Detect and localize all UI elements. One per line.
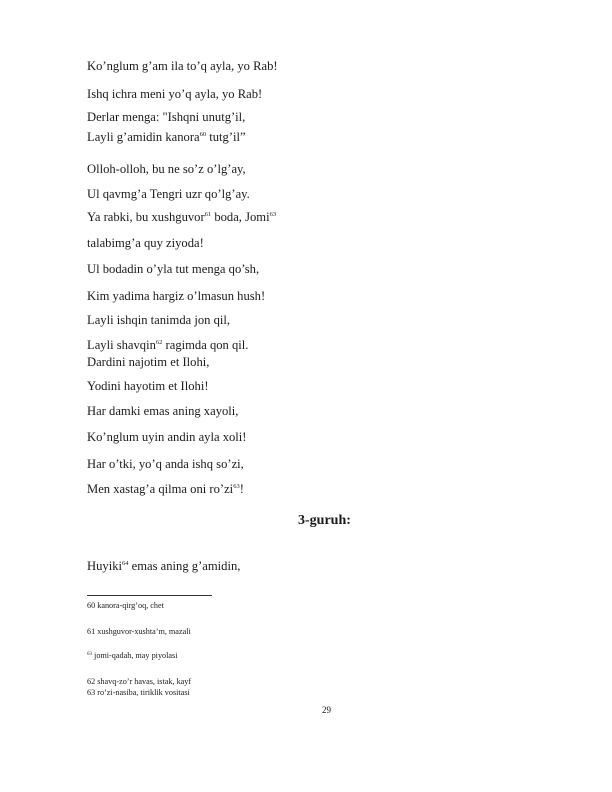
poem-line: Ko’nglum uyin andin ayla xoli! — [87, 430, 247, 444]
poem-line: Yodini hayotim et Ilohi! — [87, 379, 209, 393]
footnote-ref: 63 — [269, 211, 277, 218]
footnote: 61 xushguvor-xushta’m, mazali — [87, 627, 191, 636]
footnote: 62 shavq-zo’r havas, istak, kayf — [87, 677, 192, 686]
poem-line: Huyiki$^{64}$ emas aning g’amidin, — [87, 559, 241, 573]
footnote-ref: 62 — [155, 339, 163, 346]
poem-line: Ul qavmg’a Tengri uzr qo’lg’ay. — [87, 187, 250, 201]
poem-line: Layli ishqin tanimda jon qil, — [87, 313, 231, 327]
footnote-ref: 63 — [233, 483, 240, 490]
poem-line: Har damki emas aning xayoli, — [87, 404, 239, 418]
footnote: 63 ro’zi-nasiba, tiriklik vositasi — [87, 688, 190, 697]
poem-line: Men xastag’a qilma oni $ro’zi^{63}$! — [87, 482, 244, 496]
poem-line: Har o’tki, yo’q anda ishq so’zi, — [87, 457, 244, 471]
page-number: 29 — [322, 705, 331, 715]
section-heading: 3-guruh: — [298, 513, 351, 528]
poem-line: Ishq ichra meni yo’q ayla, yo Rab! — [87, 87, 263, 101]
poem-line: Ul bodadin o’yla tut menga qo’sh, — [87, 262, 260, 276]
poem-line: Ya rabki, bu xushguvor$^{61}$ boda, Jomi$^{63}$ — [87, 210, 277, 224]
poem-line: Derlar menga: "Ishqni unutg’il, — [87, 110, 246, 124]
poem-line: talabimg’a quy ziyoda! — [87, 236, 204, 250]
poem-line: Layli g’amidin kanora$^{60}$ tutg’il” — [87, 130, 246, 144]
footnote-ref: 60 — [199, 131, 207, 138]
footnote-ref: 61 — [204, 211, 212, 218]
poem-line: Olloh-olloh, bu ne so’z o’lg’ay, — [87, 162, 246, 176]
poem-line: Kim yadima hargiz o’lmasun hush! — [87, 289, 266, 303]
footnote-divider — [87, 595, 212, 596]
poem-line: Ko’nglum g’am ila to’q ayla, yo Rab! — [87, 59, 278, 73]
footnote: $^{63}$ jomi-qadah, may piyolasi — [87, 651, 178, 660]
poem-line: Dardini najotim et Ilohi, — [87, 355, 210, 369]
footnote: 60 kanora-qirg’oq, chet — [87, 601, 164, 610]
poem-line: Layli shavqin$^{62}$ ragimda qon qil. — [87, 338, 249, 352]
footnote-ref: 64 — [121, 560, 129, 567]
